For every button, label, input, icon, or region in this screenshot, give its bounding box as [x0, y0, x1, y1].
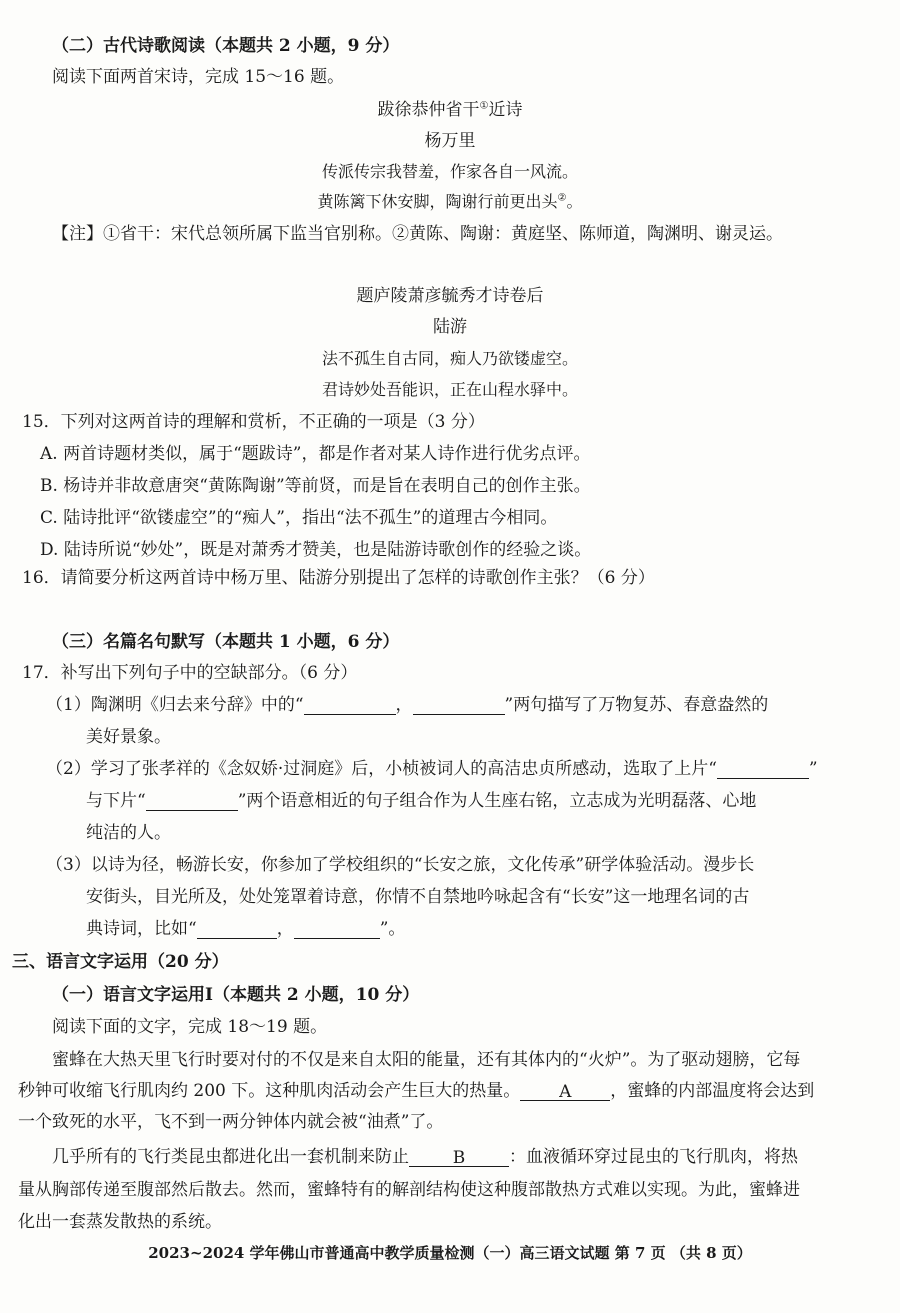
fill-blank[interactable]	[304, 696, 396, 715]
passage-para2-line2: 量从胸部传递至腹部然后散去。然而，蜜蜂特有的解剖结构使这种腹部散热方式难以实现。为此，蜜蜂进	[18, 1180, 800, 1200]
section-title-language-use-1: （一）语言文字运用Ⅰ（本题共 2 小题，10 分）	[52, 985, 420, 1005]
question-15-option-c: C. 陆诗批评“欲镂虚空”的“痴人”，指出“法不孤生”的道理古今相同。	[40, 508, 558, 528]
poem2-title: 题庐陵萧彦毓秀才诗卷后	[356, 286, 544, 306]
fill-blank[interactable]	[717, 760, 809, 779]
section-instruction: 阅读下面两首宋诗，完成 15～16 题。	[52, 67, 345, 87]
fill-blank[interactable]	[146, 792, 238, 811]
blank-a[interactable]: A	[520, 1082, 610, 1101]
poem1-note: 【注】①省干：宋代总领所属下监当官别称。②黄陈、陶谢：黄庭坚、陈师道，陶渊明、谢灵运。	[52, 224, 783, 244]
blank-b[interactable]: B	[409, 1148, 509, 1167]
fill-blank[interactable]	[294, 920, 380, 939]
fill-blank[interactable]	[413, 696, 505, 715]
question-15-option-d: D. 陆诗所说“妙处”，既是对萧秀才赞美，也是陆游诗歌创作的经验之谈。	[40, 540, 592, 560]
question-16-stem: 16．请简要分析这两首诗中杨万里、陆游分别提出了怎样的诗歌创作主张？（6 分）	[22, 568, 655, 588]
question-17-part2-line3: 纯洁的人。	[86, 823, 171, 843]
poem1-line2: 黄陈篱下休安脚，陶谢行前更出头②。	[317, 192, 583, 211]
question-17-part2-line1: （2）学习了张孝祥的《念奴娇·过洞庭》后，小桢被词人的高洁忠贞所感动，选取了上片“ ”	[46, 759, 818, 779]
question-17-stem: 17．补写出下列句子中的空缺部分。（6 分）	[22, 663, 358, 683]
passage-para2-line3: 化出一套蒸发散热的系统。	[18, 1212, 222, 1232]
poem1-title: 跋徐恭仲省干①近诗	[377, 100, 523, 120]
section-title-poetry: （二）古代诗歌阅读（本题共 2 小题，9 分）	[52, 36, 400, 56]
question-15-option-b: B. 杨诗并非故意唐突“黄陈陶谢”等前贤，而是旨在表明自己的创作主张。	[40, 476, 591, 496]
passage-para2-line1: 几乎所有的飞行类昆虫都进化出一套机制来防止 B ：血液循环穿过昆虫的飞行肌肉，将热	[52, 1147, 798, 1169]
question-17-part1-line2: 美好景象。	[86, 727, 171, 747]
question-17-part3-line2: 安街头，目光所及，处处笼罩着诗意，你情不自禁地吟咏起含有“长安”这一地理名词的古	[86, 887, 750, 907]
question-17-part1-line1: （1）陶渊明《归去来兮辞》中的“ ， ”两句描写了万物复苏、春意盎然的	[46, 695, 769, 715]
question-15-stem: 15．下列对这两首诗的理解和赏析，不正确的一项是（3 分）	[22, 412, 485, 432]
passage-para1-line2: 秒钟可收缩飞行肌肉约 200 下。这种肌肉活动会产生巨大的热量。 A ，蜜蜂的内部温度将会达到	[18, 1081, 815, 1103]
section-instruction: 阅读下面的文字，完成 18～19 题。	[52, 1017, 328, 1037]
poem1-line1: 传派传宗我替羞，作家各自一风流。	[321, 162, 578, 181]
poem2-line1: 法不孤生自古同，痴人乃欲镂虚空。	[321, 349, 578, 368]
page-footer: 2023~2024 学年佛山市普通高中教学质量检测（一）高三语文试题 第 7 页 （共 8 页）	[148, 1244, 752, 1262]
question-15-option-a: A. 两首诗题材类似，属于“题跋诗”，都是作者对某人诗作进行优劣点评。	[40, 444, 591, 464]
poem2-author: 陆游	[433, 317, 467, 337]
poem1-author: 杨万里	[424, 131, 476, 151]
passage-para1-line3: 一个致死的水平，飞不到一两分钟体内就会被“油煮”了。	[18, 1112, 444, 1132]
question-17-part3-line3: 典诗词，比如“ ， ”。	[86, 919, 406, 939]
fill-blank[interactable]	[197, 920, 277, 939]
poem2-line2: 君诗妙处吾能识，正在山程水驿中。	[321, 380, 578, 399]
question-17-part3-line1: （3）以诗为径，畅游长安，你参加了学校组织的“长安之旅，文化传承”研学体验活动。漫步长	[46, 855, 755, 875]
passage-para1-line1: 蜜蜂在大热天里飞行时要对付的不仅是来自太阳的能量，还有其体内的“火炉”。为了驱动翅膀，它每	[52, 1050, 801, 1070]
part-title-language-use: 三、语言文字运用（20 分）	[12, 952, 229, 972]
question-17-part2-line2: 与下片“ ”两个语意相近的句子组合作为人生座右铭，立志成为光明磊落、心地	[86, 791, 757, 811]
section-title-recitation: （三）名篇名句默写（本题共 1 小题，6 分）	[52, 632, 400, 652]
